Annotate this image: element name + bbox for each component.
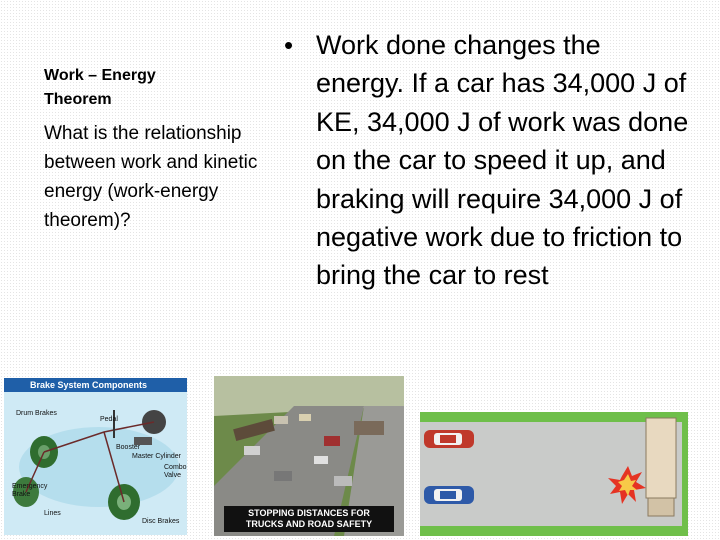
label-combo-valve: Combo Valve: [164, 464, 187, 479]
blue-car-icon: [424, 486, 474, 504]
question-text: What is the relationship between work and kinetic energy (work-energy theorem)?: [44, 123, 258, 231]
highway-photo: [214, 376, 404, 536]
photo-caption-line-2: TRUCKS AND ROAD SAFETY: [245, 519, 373, 529]
label-booster: Booster: [116, 444, 141, 451]
title-line-2: Theorem: [44, 91, 112, 108]
truck-icon: [646, 418, 676, 516]
label-master-cylinder: Master Cylinder: [132, 453, 182, 460]
bullet-text: Work done changes the energy. If a car has 34,000 J of KE, 34,000 J of work was done on the car to speed it up, and braking will require 34,000 J of negative work due to friction to bring the car to rest: [316, 30, 689, 291]
brake-system-figure: [4, 378, 187, 535]
label-lines: Lines: [44, 510, 61, 517]
label-pedal: Pedal: [100, 416, 118, 423]
braking-cars-drawing: [420, 412, 688, 536]
slide-title: [44, 64, 244, 112]
title-line-1: Work – Energy: [44, 67, 156, 84]
photo-caption: [224, 506, 394, 532]
label-emergency-brake: Emergency Brake: [12, 483, 48, 498]
brake-figure-banner: Brake System Components: [4, 378, 187, 392]
photo-caption-line-1: STOPPING DISTANCES FOR: [248, 508, 370, 518]
bullet-marker: •: [284, 30, 294, 60]
braking-cars-figure: [420, 412, 688, 536]
label-disc-brakes: Disc Brakes: [142, 518, 180, 525]
red-car-icon: [424, 430, 474, 448]
label-drum-brakes: Drum Brakes: [16, 410, 57, 417]
